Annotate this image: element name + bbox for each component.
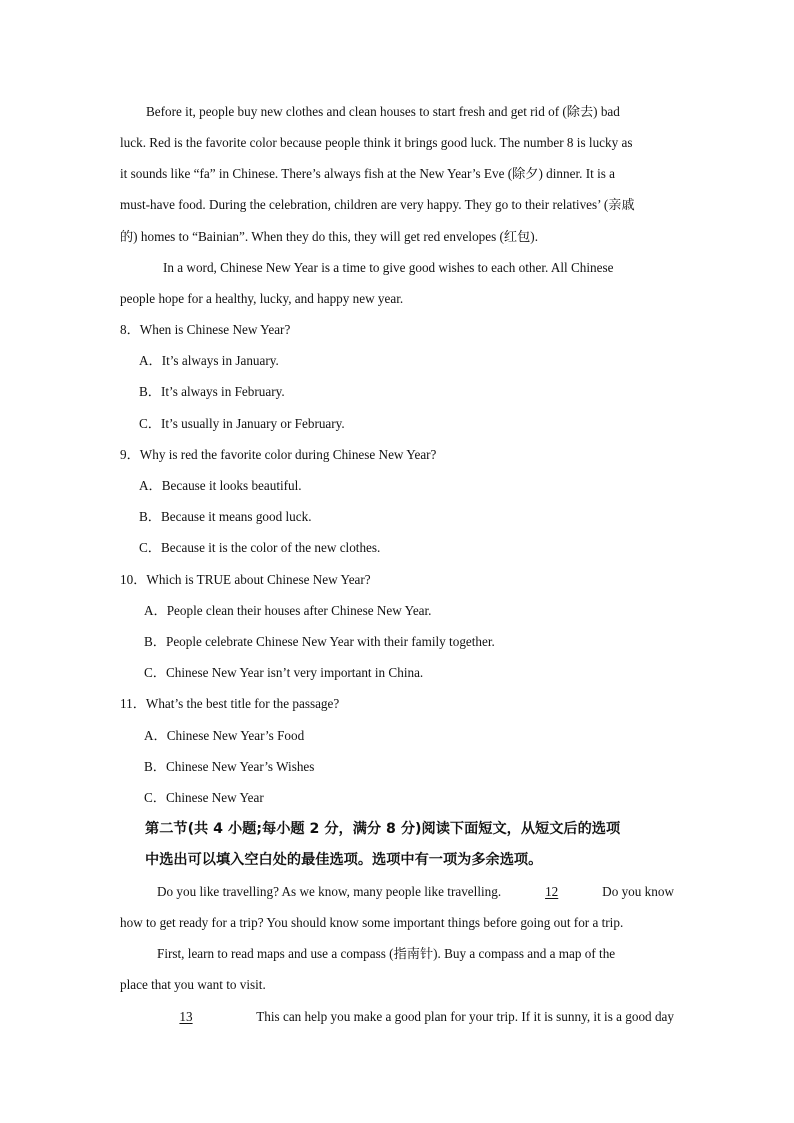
section2-p2-line1: First, learn to read maps and use a compass (指南针). Buy a compass and a map of the [157, 946, 616, 961]
section2-p1-line2: how to get ready for a trip? You should know some important things before going out for a trip. [120, 915, 624, 930]
passage-p1-line2: luck. Red is the favorite color because people think it brings good luck. The number 8 is lucky as [120, 135, 633, 150]
question-stem: 8．When is Chinese New Year? [120, 322, 291, 337]
answer-option: A．Chinese New Year’s Food [144, 728, 305, 743]
passage-p1-line4: must-have food. During the celebration, children are very happy. They go to their relatives’ (亲戚 [120, 197, 635, 212]
answer-option: C．It’s usually in January or February. [139, 416, 345, 431]
blank-12: 12 [545, 884, 559, 899]
passage-p1-line3: it sounds like “fa” in Chinese. There’s always fish at the New Year’s Eve (除夕) dinner. It is a [120, 166, 616, 181]
answer-option: B．Because it means good luck. [139, 509, 312, 524]
passage-p1-line1: Before it, people buy new clothes and clean houses to start fresh and get rid of (除去) bad [146, 104, 620, 119]
answer-option: B．It’s always in February. [139, 384, 285, 399]
passage-p2-line1: In a word, Chinese New Year is a time to give good wishes to each other. All Chinese [163, 260, 614, 275]
question-stem: 10．Which is TRUE about Chinese New Year? [120, 572, 371, 587]
section2-p3-line1: 13 This can help you make a good plan for your trip. If it is sunny, it is a good day [157, 1008, 674, 1026]
passage-p1-line5: 的) homes to “Bainian”. When they do this, they will get red envelopes (红包). [120, 229, 538, 244]
answer-option: A．It’s always in January. [139, 353, 279, 368]
passage-p2-line2: people hope for a healthy, lucky, and happy new year. [120, 291, 404, 306]
answer-option: B．People celebrate Chinese New Year with their family together. [144, 634, 495, 649]
section-heading-line1: 第二节(共 4 小题;每小题 2 分，满分 8 分)阅读下面短文，从短文后的选项 [145, 821, 621, 837]
answer-option: C．Chinese New Year [144, 790, 264, 805]
question-stem: 11．What’s the best title for the passage? [120, 696, 340, 711]
answer-option: B．Chinese New Year’s Wishes [144, 759, 315, 774]
question-stem: 9．Why is red the favorite color during Chinese New Year? [120, 447, 437, 462]
blank-13: 13 [179, 1009, 193, 1024]
section2-p1-line1: Do you like travelling? As we know, many people like travelling. 12 Do you know [157, 884, 674, 899]
answer-option: C．Chinese New Year isn’t very important in China. [144, 665, 424, 680]
section2-p2-line2: place that you want to visit. [120, 977, 266, 992]
answer-option: A．Because it looks beautiful. [139, 478, 302, 493]
answer-option: C．Because it is the color of the new clothes. [139, 540, 381, 555]
answer-option: A．People clean their houses after Chinese New Year. [144, 603, 432, 618]
section-heading-line2: 中选出可以填入空白处的最佳选项。选项中有一项为多余选项。 [145, 852, 543, 868]
